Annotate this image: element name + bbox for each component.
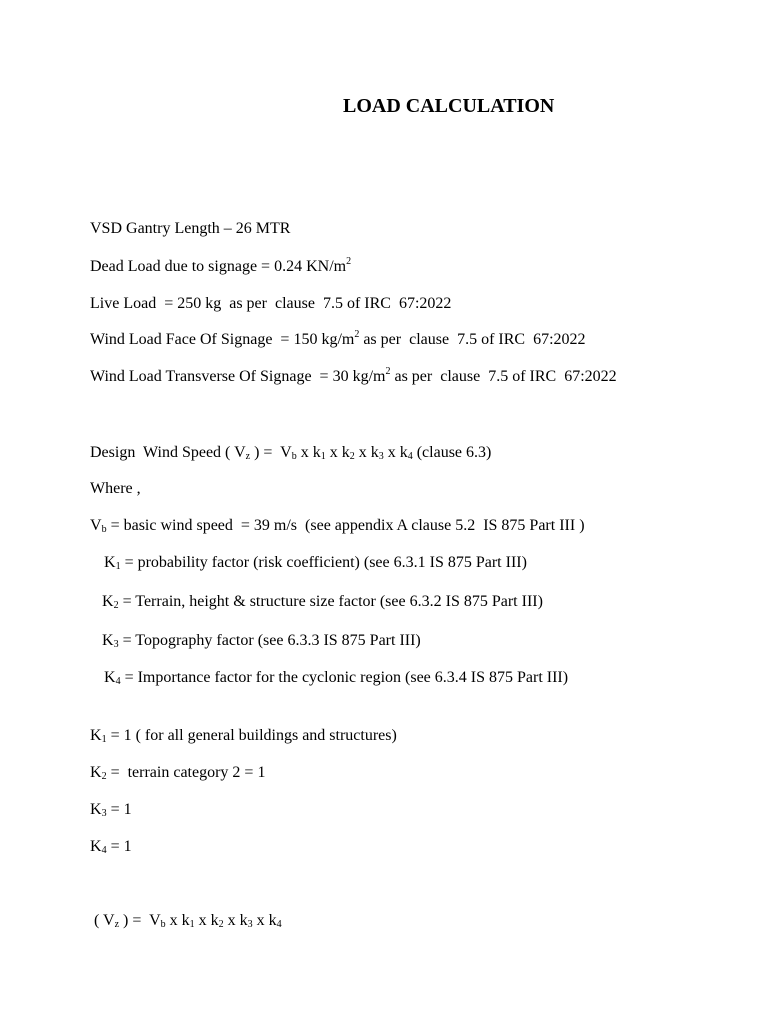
formula-text: ) = V xyxy=(119,912,161,929)
k1-definition xyxy=(104,553,527,573)
value-symbol: K xyxy=(90,727,102,744)
subscript: 1 xyxy=(101,734,107,745)
final-formula xyxy=(90,911,282,931)
subscript: 3 xyxy=(113,639,119,650)
subscript: 4 xyxy=(407,451,413,462)
definition-text: = basic wind speed = 39 m/s (see appendix A clause 5.2 IS 875 Part III ) xyxy=(106,517,585,534)
superscript: 2 xyxy=(346,256,352,267)
k2-value xyxy=(90,763,265,783)
definition-symbol: K xyxy=(104,554,116,571)
value-text: = 1 xyxy=(106,838,132,855)
wind-face-clause: as per clause 7.5 of IRC 67:2022 xyxy=(359,331,586,348)
where-label: Where , xyxy=(90,480,141,497)
gantry-length-line: VSD Gantry Length – 26 MTR xyxy=(90,220,291,237)
subscript: 2 xyxy=(101,771,107,782)
subscript: 1 xyxy=(115,561,121,572)
subscript: b xyxy=(160,919,166,930)
subscript: 4 xyxy=(115,676,121,687)
formula-text: x k xyxy=(223,912,248,929)
k1-value xyxy=(90,726,397,746)
subscript: 2 xyxy=(349,451,355,462)
formula-text: x k xyxy=(383,444,408,461)
live-load-line: Live Load = 250 kg as per clause 7.5 of IRC 67:2022 xyxy=(90,295,452,312)
definition-symbol: K xyxy=(104,669,116,686)
superscript: 2 xyxy=(354,329,360,340)
formula-text: x k xyxy=(296,444,321,461)
subscript: 1 xyxy=(189,919,195,930)
wind-transverse-clause: as per clause 7.5 of IRC 67:2022 xyxy=(390,368,617,385)
formula-text: x k xyxy=(252,912,277,929)
design-wind-speed-formula xyxy=(90,443,491,463)
subscript: z xyxy=(245,451,251,462)
subscript: 3 xyxy=(247,919,253,930)
value-text: = 1 xyxy=(106,801,132,818)
subscript: b xyxy=(101,524,107,535)
page-title: LOAD CALCULATION xyxy=(343,95,555,117)
value-symbol: K xyxy=(90,838,102,855)
formula-text: ( V xyxy=(90,912,115,929)
subscript: z xyxy=(114,919,120,930)
subscript: 4 xyxy=(276,919,282,930)
subscript: 4 xyxy=(101,845,107,856)
value-symbol: K xyxy=(90,801,102,818)
dead-load-line xyxy=(90,257,351,277)
formula-clause: (clause 6.3) xyxy=(412,444,492,461)
subscript: 1 xyxy=(320,451,326,462)
definition-text: = Topography factor (see 6.3.3 IS 875 Part III) xyxy=(118,632,421,649)
definition-symbol: V xyxy=(90,517,102,534)
subscript: 2 xyxy=(218,919,224,930)
formula-text: x k xyxy=(354,444,379,461)
subscript: b xyxy=(291,451,297,462)
definition-text: = Terrain, height & structure size factor (see 6.3.2 IS 875 Part III) xyxy=(118,593,543,610)
wind-transverse-line xyxy=(90,367,617,387)
k3-definition xyxy=(102,631,421,651)
value-symbol: K xyxy=(90,764,102,781)
superscript: 2 xyxy=(385,366,391,377)
k2-definition xyxy=(102,592,543,612)
dead-load-text: Dead Load due to signage = 0.24 KN/m xyxy=(90,258,347,275)
k3-value xyxy=(90,800,132,820)
subscript: 3 xyxy=(101,808,107,819)
k4-value xyxy=(90,837,132,857)
k4-definition xyxy=(104,668,568,688)
definition-symbol: K xyxy=(102,593,114,610)
formula-text: Design Wind Speed ( V xyxy=(90,444,246,461)
wind-face-text: Wind Load Face Of Signage = 150 kg/m xyxy=(90,331,355,348)
definition-text: = Importance factor for the cyclonic region (see 6.3.4 IS 875 Part III) xyxy=(120,669,569,686)
value-text: = 1 ( for all general buildings and structures) xyxy=(106,727,397,744)
formula-text: ) = V xyxy=(250,444,292,461)
subscript: 3 xyxy=(378,451,384,462)
definition-text: = probability factor (risk coefficient) (see 6.3.1 IS 875 Part III) xyxy=(120,554,527,571)
formula-text: x k xyxy=(194,912,219,929)
vb-definition xyxy=(90,516,585,536)
subscript: 2 xyxy=(113,600,119,611)
definition-symbol: K xyxy=(102,632,114,649)
formula-text: x k xyxy=(325,444,350,461)
formula-text: x k xyxy=(165,912,190,929)
value-text: = terrain category 2 = 1 xyxy=(106,764,266,781)
wind-transverse-text: Wind Load Transverse Of Signage = 30 kg/m xyxy=(90,368,386,385)
wind-face-line xyxy=(90,330,586,350)
